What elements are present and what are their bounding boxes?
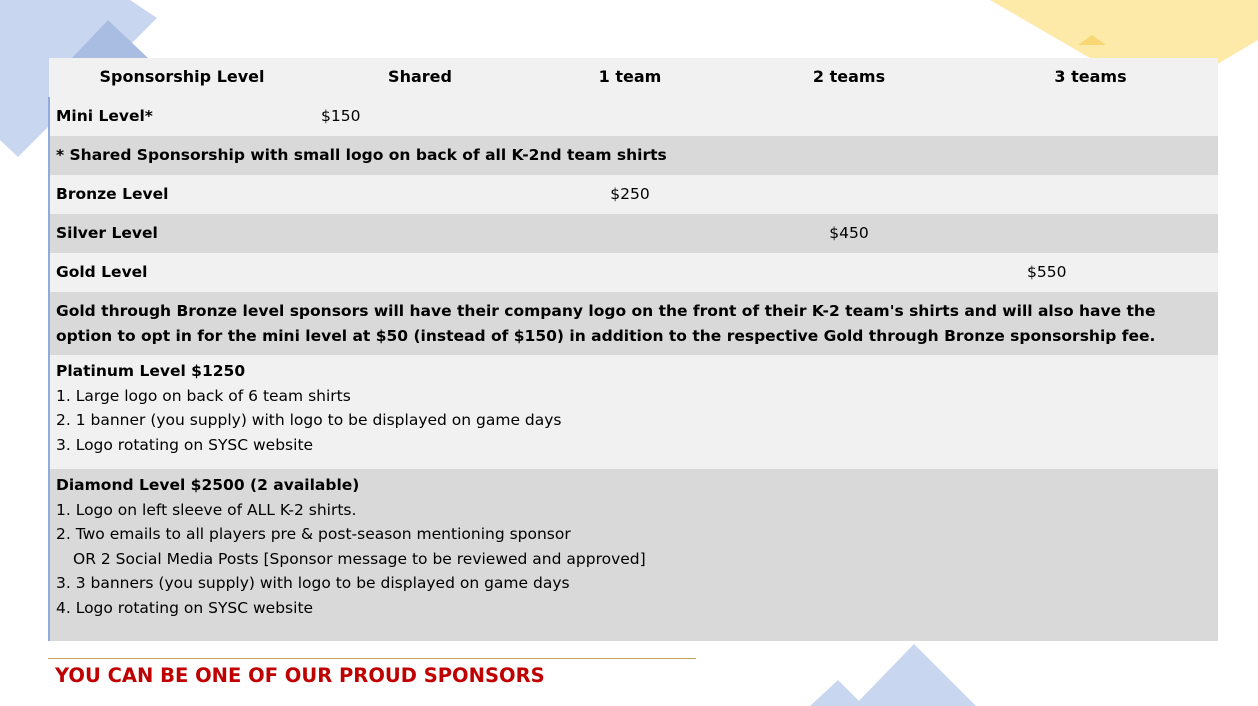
diamond-item-1: 1. Logo on left sleeve of ALL K-2 shirts.: [56, 500, 357, 519]
platinum-item-1: 1. Large logo on back of 6 team shirts: [56, 386, 351, 405]
header-3-teams: 3 teams: [963, 58, 1218, 97]
platinum-item-2: 2. 1 banner (you supply) with logo to be displayed on game days: [56, 411, 562, 429]
diamond-level-cell: [49, 469, 1218, 641]
diamond-item-4: 4. Logo rotating on SYSC website: [56, 598, 314, 617]
diamond-item-2: 2. Two emails to all players pre & post-season mentioning sponsor: [56, 525, 571, 543]
header-shared: Shared: [315, 58, 525, 97]
table-row-platinum: [49, 355, 1218, 469]
platinum-level-cell: [49, 355, 1218, 469]
table-row-shared-note: [49, 136, 1218, 175]
shared-sponsorship-note: * Shared Sponsorship with small logo on back of all K-2nd team shirts: [49, 136, 1218, 175]
diamond-item-3: 3. 3 banners (you supply) with logo to be displayed on game days: [56, 574, 570, 592]
gold-level-price: $550: [963, 253, 1218, 292]
table-header-row: [49, 58, 1218, 97]
silver-level-label: Silver Level: [49, 214, 315, 253]
bronze-level-label: Bronze Level: [49, 175, 315, 214]
bronze-level-price: $250: [525, 175, 735, 214]
sponsorship-table: [48, 58, 1218, 641]
footer-divider: [48, 658, 696, 659]
platinum-item-3: 3. Logo rotating on SYSC website: [56, 435, 314, 454]
header-sponsorship-level: Sponsorship Level: [49, 58, 315, 97]
silver-level-price: $450: [735, 214, 963, 253]
table-row-diamond: [49, 469, 1218, 641]
platinum-level-title: Platinum Level $1250: [56, 362, 246, 380]
table-row-bronze: [49, 175, 1218, 214]
table-row-silver: [49, 214, 1218, 253]
gold-bronze-note: Gold through Bronze level sponsors will have their company logo on the front of their K-2 team's shirts and will also have the option to opt in for the mini level at $50 (instead of $150) in addition to the respective Gold through Bronze sponsorship fee.: [49, 292, 1218, 355]
mini-level-price: $150: [315, 97, 525, 136]
diamond-item-2-continued: OR 2 Social Media Posts [Sponsor message to be reviewed and approved]: [73, 549, 646, 568]
diamond-level-title: Diamond Level $2500 (2 available): [56, 476, 360, 494]
table-row-mini: [49, 97, 1218, 136]
header-2-teams: 2 teams: [735, 58, 963, 97]
table-row-gold: [49, 253, 1218, 292]
table-row-gold-note: [49, 292, 1218, 355]
gold-level-label: Gold Level: [49, 253, 315, 292]
decor-shapes-bottom: [810, 640, 980, 706]
mini-level-label: Mini Level*: [49, 97, 315, 136]
footer-call-to-action: YOU CAN BE ONE OF OUR PROUD SPONSORS: [55, 664, 545, 687]
header-1-team: 1 team: [525, 58, 735, 97]
